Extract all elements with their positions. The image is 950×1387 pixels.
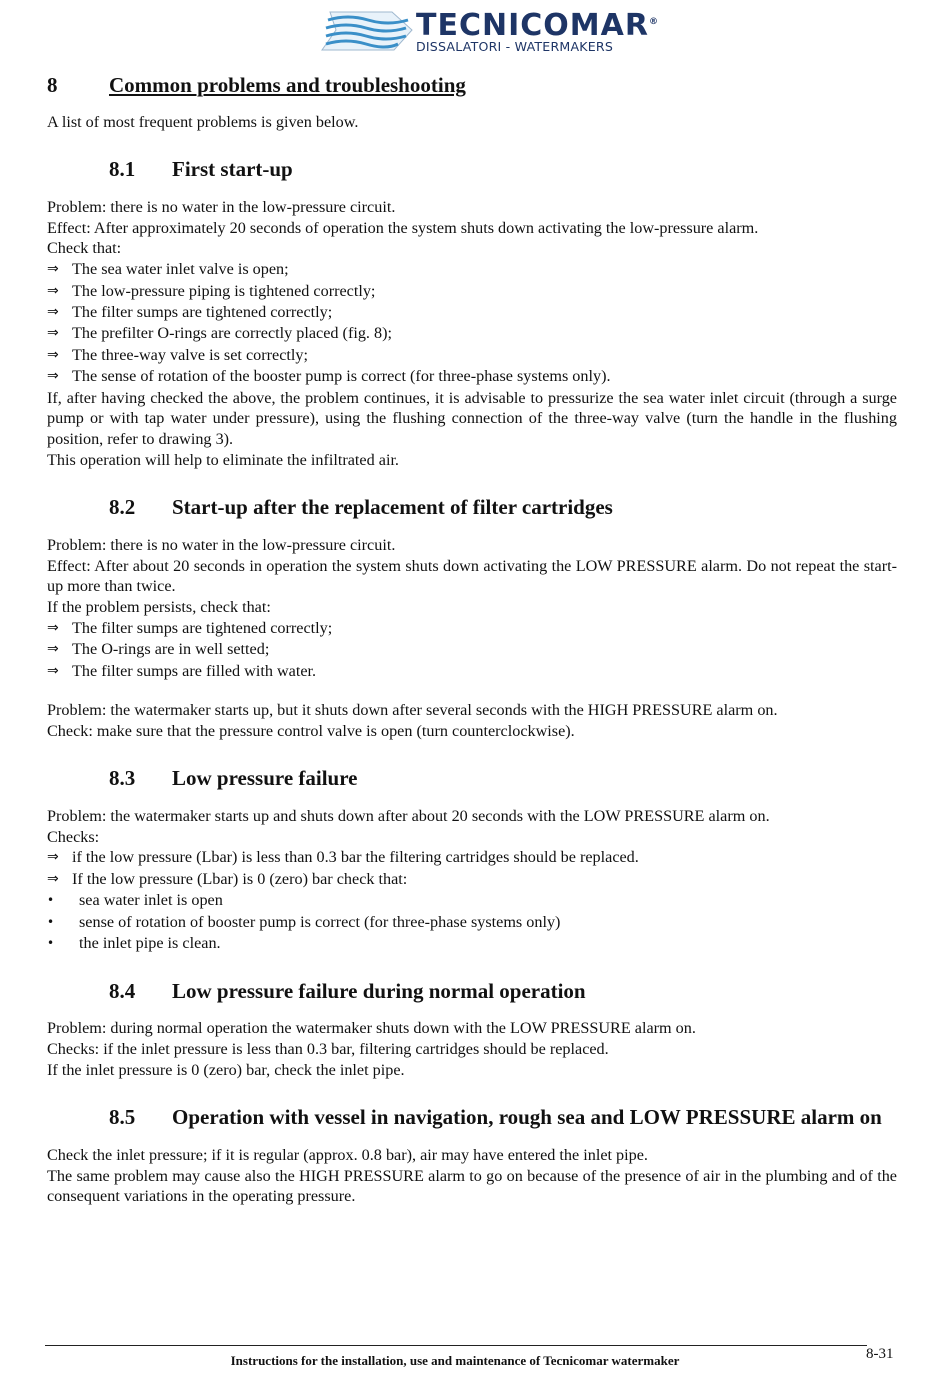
- bullet-icon: •: [47, 914, 55, 929]
- bullet-item-text: the inlet pipe is clean.: [79, 934, 221, 953]
- arrow-icon: ⇒: [47, 282, 59, 299]
- brand-subtitle: DISSALATORI - WATERMAKERS: [416, 39, 614, 54]
- check-item: [47, 302, 897, 323]
- bullet-item-text: sense of rotation of booster pump is correct (for three-phase systems only): [79, 912, 561, 931]
- section-number: 8: [47, 72, 58, 97]
- check-item: [47, 281, 897, 302]
- advice-paragraph: If, after having checked the above, the problem continues, it is advisable to pressurize the sea water inlet circuit (through a surge pump or with tap water under pressure), using the flushing connection of the three-way valve (turn the handle in the flushing position, refer to drawing 3).: [47, 388, 897, 449]
- check-item-text: The sense of rotation of the booster pump is correct (for three-phase systems only).: [72, 367, 611, 386]
- check-item: [47, 323, 897, 344]
- bullet-icon: •: [47, 936, 55, 951]
- effect-text: Effect: After about 20 seconds in operation the system shuts down activating the LOW PRESSURE alarm. Do not repeat the start-up more than twice.: [47, 556, 897, 596]
- bullet-item: [47, 933, 897, 954]
- effect-text: Effect: After approximately 20 seconds of operation the system shuts down activating the low-pressure alarm.: [47, 218, 759, 237]
- check-text: Checks: if the inlet pressure is less than 0.3 bar, filtering cartridges should be replaced.: [47, 1040, 609, 1059]
- arrow-icon: ⇒: [47, 304, 59, 320]
- problem-text: Problem: the watermaker starts up and shuts down after about 20 seconds with the LOW PRESSURE alarm on.: [47, 806, 770, 825]
- check-item: [47, 259, 897, 280]
- problem-text: Problem: there is no water in the low-pressure circuit.: [47, 535, 396, 554]
- arrow-icon: ⇒: [47, 870, 59, 887]
- check-item-text: The O-rings are in well setted;: [72, 640, 270, 659]
- subsection-heading-8-2: [47, 493, 897, 523]
- check-item: [47, 618, 897, 639]
- check-item-text: The sea water inlet valve is open;: [72, 260, 289, 279]
- closing-text: This operation will help to eliminate the infiltrated air.: [47, 451, 399, 470]
- check-label: If the problem persists, check that:: [47, 598, 271, 617]
- subsection-number: 8.5: [109, 1105, 136, 1130]
- problem-text: Problem: there is no water in the low-pressure circuit.: [47, 197, 396, 216]
- subsection-heading-8-5: [47, 1103, 897, 1133]
- arrow-icon: ⇒: [47, 849, 59, 866]
- subsection-heading-8-4: [47, 976, 897, 1006]
- page-number: 8-31: [866, 1346, 894, 1362]
- check-item-text: The filter sumps are tightened correctly;: [72, 303, 333, 321]
- section-heading: [47, 70, 897, 100]
- arrow-icon: ⇒: [47, 325, 59, 342]
- check-item: [47, 639, 897, 660]
- check-text: If the inlet pressure is 0 (zero) bar, check the inlet pipe.: [47, 1061, 405, 1080]
- check-item-text: The three-way valve is set correctly;: [72, 345, 308, 364]
- subsection-number: 8.3: [109, 766, 136, 791]
- explanation-text: The same problem may cause also the HIGH PRESSURE alarm to go on because of the presence of air in the plumbing and of the consequent variations in the operating pressure.: [47, 1166, 897, 1206]
- bullet-item-text: sea water inlet is open: [79, 891, 223, 910]
- arrow-icon: ⇒: [47, 261, 59, 278]
- check-item: [47, 345, 897, 366]
- subsection-title: Low pressure failure: [172, 766, 358, 791]
- check-item: [47, 661, 897, 682]
- footer-divider: [45, 1345, 867, 1346]
- arrow-icon: ⇒: [47, 368, 59, 385]
- subsection-title: Start-up after the replacement of filter cartridges: [172, 495, 613, 520]
- section-title: Common problems and troubleshooting: [109, 72, 466, 97]
- subsection-heading-8-1: [47, 155, 897, 185]
- bullet-icon: •: [47, 893, 55, 908]
- check-label: Check that:: [47, 239, 122, 258]
- check-label: Checks:: [47, 827, 100, 846]
- tecnicomar-logo: [318, 8, 659, 58]
- footer-text: Instructions for the installation, use and maintenance of Tecnicomar watermaker: [230, 1353, 680, 1368]
- arrow-icon: ⇒: [47, 620, 59, 636]
- check-item-text: The low-pressure piping is tightened correctly;: [72, 281, 376, 300]
- check-item-text: The filter sumps are tightened correctly;: [72, 619, 333, 637]
- subsection-number: 8.4: [109, 978, 136, 1003]
- arrow-icon: ⇒: [47, 662, 59, 679]
- main-content: [47, 70, 897, 1207]
- check-text: Check: make sure that the pressure control valve is open (turn counterclockwise).: [47, 722, 575, 741]
- subsection-number: 8.1: [109, 157, 136, 182]
- arrow-icon: ⇒: [47, 641, 59, 658]
- waves-logo-icon: [318, 10, 414, 54]
- check-item-text: If the low pressure (Lbar) is 0 (zero) bar check that:: [72, 869, 408, 888]
- check-item-text: if the low pressure (Lbar) is less than 0.3 bar the filtering cartridges should be replaced.: [72, 848, 639, 867]
- subsection-number: 8.2: [109, 495, 136, 520]
- subsection-heading-8-3: [47, 764, 897, 794]
- subsection-title: Low pressure failure during normal operation: [172, 978, 586, 1003]
- subsection-title: Operation with vessel in navigation, rough sea and LOW PRESSURE alarm on: [172, 1105, 882, 1130]
- brand-name: TECNICOMAR®: [416, 8, 659, 43]
- bullet-item: [47, 912, 897, 933]
- check-item: [47, 869, 897, 890]
- problem-text: Problem: the watermaker starts up, but it shuts down after several seconds with the HIGH PRESSURE alarm on.: [47, 701, 778, 720]
- bullet-item: [47, 890, 897, 911]
- arrow-icon: ⇒: [47, 346, 59, 363]
- check-item-text: The prefilter O-rings are correctly placed (fig. 8);: [72, 324, 392, 343]
- check-item: [47, 847, 897, 868]
- problem-text: Problem: during normal operation the watermaker shuts down with the LOW PRESSURE alarm on.: [47, 1019, 696, 1038]
- check-item: [47, 366, 897, 387]
- check-item-text: The filter sumps are filled with water.: [72, 661, 317, 680]
- subsection-title: First start-up: [172, 157, 293, 182]
- check-text: Check the inlet pressure; if it is regular (approx. 0.8 bar), air may have entered the inlet pipe.: [47, 1145, 648, 1164]
- section-intro: A list of most frequent problems is given below.: [47, 113, 359, 131]
